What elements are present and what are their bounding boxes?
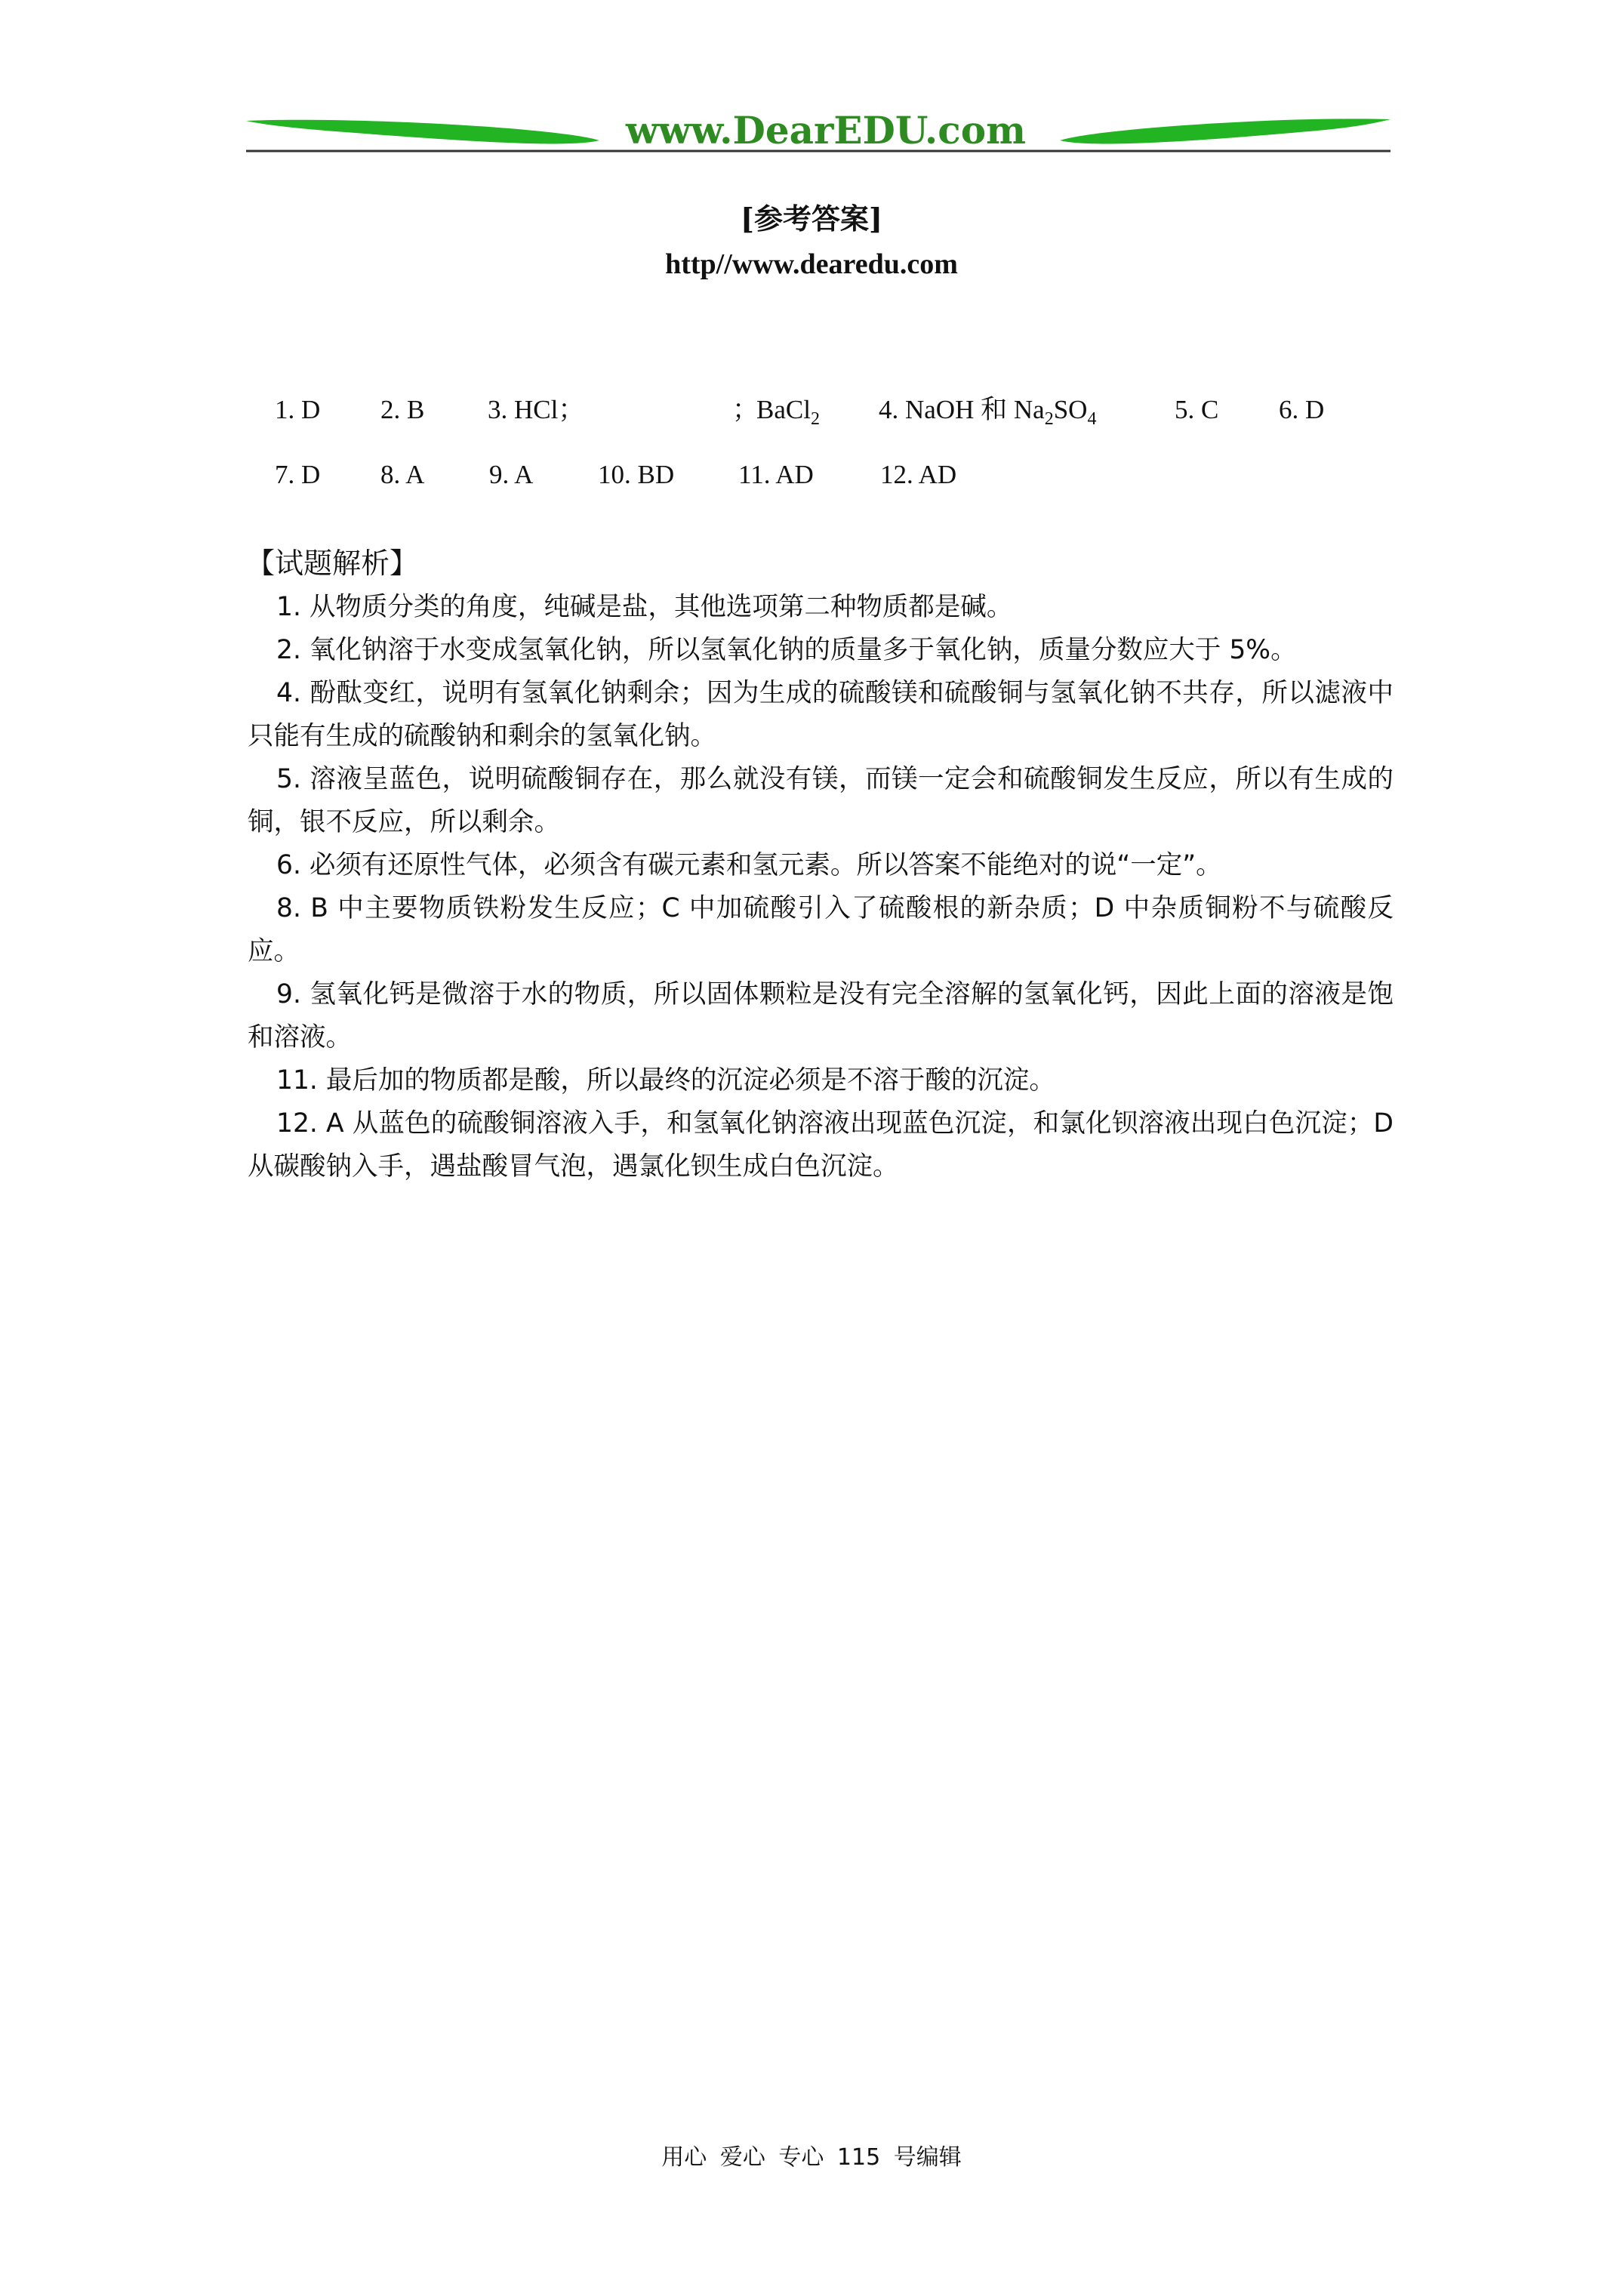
answer-10: 10. BD <box>598 460 675 489</box>
answer-3-semicolon: ； <box>732 395 759 424</box>
answer-7: 7. D <box>275 460 321 489</box>
answer-9: 9. A <box>489 460 534 489</box>
page-title: [参考答案] <box>741 202 882 236</box>
answer-2: 2. B <box>380 395 425 424</box>
header-banner <box>245 106 1392 166</box>
analysis-item: 5. 溶液呈蓝色，说明硫酸铜存在，那么就没有镁，而镁一定会和硫酸铜发生反应，所以有生成的铜，银不反应，所以剩余。 <box>248 764 1394 837</box>
answer-8: 8. A <box>380 460 425 489</box>
analysis-item: 2. 氧化钠溶于水变成氢氧化钠，所以氢氧化钠的质量多于氧化钠，质量分数应大于 5%。 <box>276 635 1297 665</box>
answer-3-hcl: 3. HCl； <box>488 395 585 424</box>
answer-6: 6. D <box>1279 395 1325 424</box>
analysis-item: 12. A 从蓝色的硫酸铜溶液入手，和氢氧化钠溶液出现蓝色沉淀，和氯化钡溶液出现白色沉淀；D 从碳酸钠入手，遇盐酸冒气泡，遇氯化钡生成白色沉淀。 <box>248 1108 1394 1182</box>
site-url: http//www.dearedu.com <box>665 248 958 280</box>
analysis-item: 6. 必须有还原性气体，必须含有碳元素和氢元素。所以答案不能绝对的说“一定”。 <box>276 850 1222 880</box>
analysis-body <box>248 586 1394 1188</box>
answer-11: 11. AD <box>738 460 814 489</box>
analysis-item: 4. 酚酞变红，说明有氢氧化钠剩余；因为生成的硫酸镁和硫酸铜与氢氧化钠不共存，所以滤液中只能有生成的硫酸钠和剩余的氢氧化钠。 <box>248 678 1394 751</box>
brand-text: www.DearEDU.com <box>625 108 1027 153</box>
answer-1: 1. D <box>275 395 321 424</box>
answer-5: 5. C <box>1175 395 1219 424</box>
analysis-item: 11. 最后加的物质都是酸，所以最终的沉淀必须是不溶于酸的沉淀。 <box>276 1065 1055 1096</box>
analysis-item: 9. 氢氧化钙是微溶于水的物质，所以固体颗粒是没有完全溶解的氢氧化钙，因此上面的溶液是饱和溶液。 <box>248 979 1394 1052</box>
answer-4: 4. NaOH 和 $Na_2SO_4$ <box>879 395 1097 429</box>
answer-3-bacl2: BaCl$_2$ <box>756 395 820 429</box>
analysis-item: 8. B 中主要物质铁粉发生反应；C 中加硫酸引入了硫酸根的新杂质；D 中杂质铜粉不与硫酸反应。 <box>248 893 1394 966</box>
analysis-heading: 【试题解析】 <box>246 547 419 580</box>
dearedu-logo <box>245 106 1392 166</box>
answer-12: 12. AD <box>880 460 957 489</box>
page-footer: 用心 爱心 专心 115 号编辑 <box>661 2144 962 2171</box>
analysis-item: 1. 从物质分类的角度，纯碱是盐，其他选项第二种物质都是碱。 <box>276 592 1013 622</box>
